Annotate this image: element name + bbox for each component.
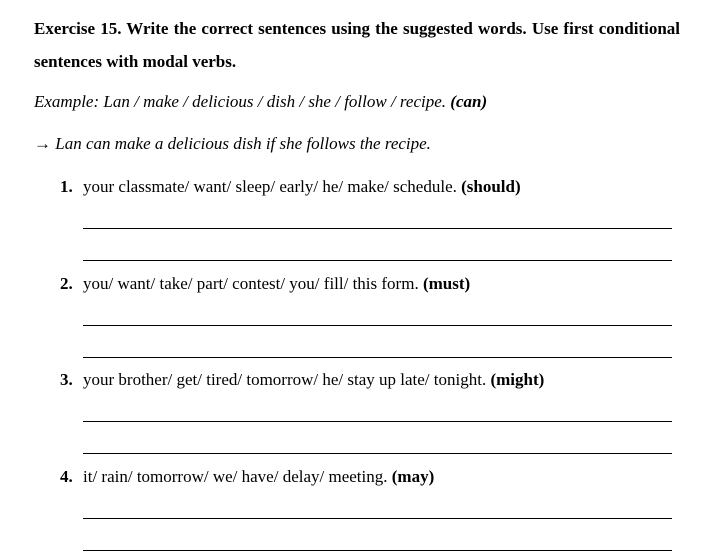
example-prompt: Example: Lan / make / delicious / dish / she / follow / recipe.: [34, 92, 447, 111]
answer-line[interactable]: [83, 260, 672, 261]
item-prompt-text: you/ want/ take/ part/ contest/ you/ fill/ this form.: [83, 274, 419, 293]
item-prompt-text: it/ rain/ tomorrow/ we/ have/ delay/ meeting.: [83, 467, 388, 486]
item-number: 3.: [60, 370, 73, 389]
answer-line[interactable]: [83, 453, 672, 454]
answer-line[interactable]: [83, 550, 672, 551]
item-modal-hint: (must): [422, 274, 471, 293]
item-prompt-text: your classmate/ want/ sleep/ early/ he/ make/ schedule.: [83, 177, 457, 196]
answer-line[interactable]: [83, 325, 672, 326]
answer-line[interactable]: [83, 357, 672, 358]
item-prompt: [83, 465, 434, 489]
answer-line[interactable]: [83, 518, 672, 519]
answer-line[interactable]: [83, 421, 672, 422]
item-number: 2.: [60, 274, 73, 293]
example-line: [34, 90, 487, 114]
answer-line[interactable]: [83, 228, 672, 229]
item-prompt-text: your brother/ get/ tired/ tomorrow/ he/ stay up late/ tonight.: [83, 370, 487, 389]
item-modal-hint: (might): [490, 370, 545, 389]
item-number: 1.: [60, 177, 73, 196]
item-modal-hint: (should): [461, 177, 521, 196]
example-answer: → Lan can make a delicious dish if she follows the recipe.: [34, 134, 431, 153]
item-number: 4.: [60, 467, 73, 486]
item-prompt: [83, 272, 470, 296]
item-prompt: [83, 368, 544, 392]
exercise-title: Exercise 15. Write the correct sentences using the suggested words. Use first conditional sentences with modal verbs.: [34, 19, 680, 71]
item-modal-hint: (may): [391, 467, 435, 486]
example-modal-hint: (can): [450, 92, 488, 111]
item-prompt: [83, 175, 521, 199]
